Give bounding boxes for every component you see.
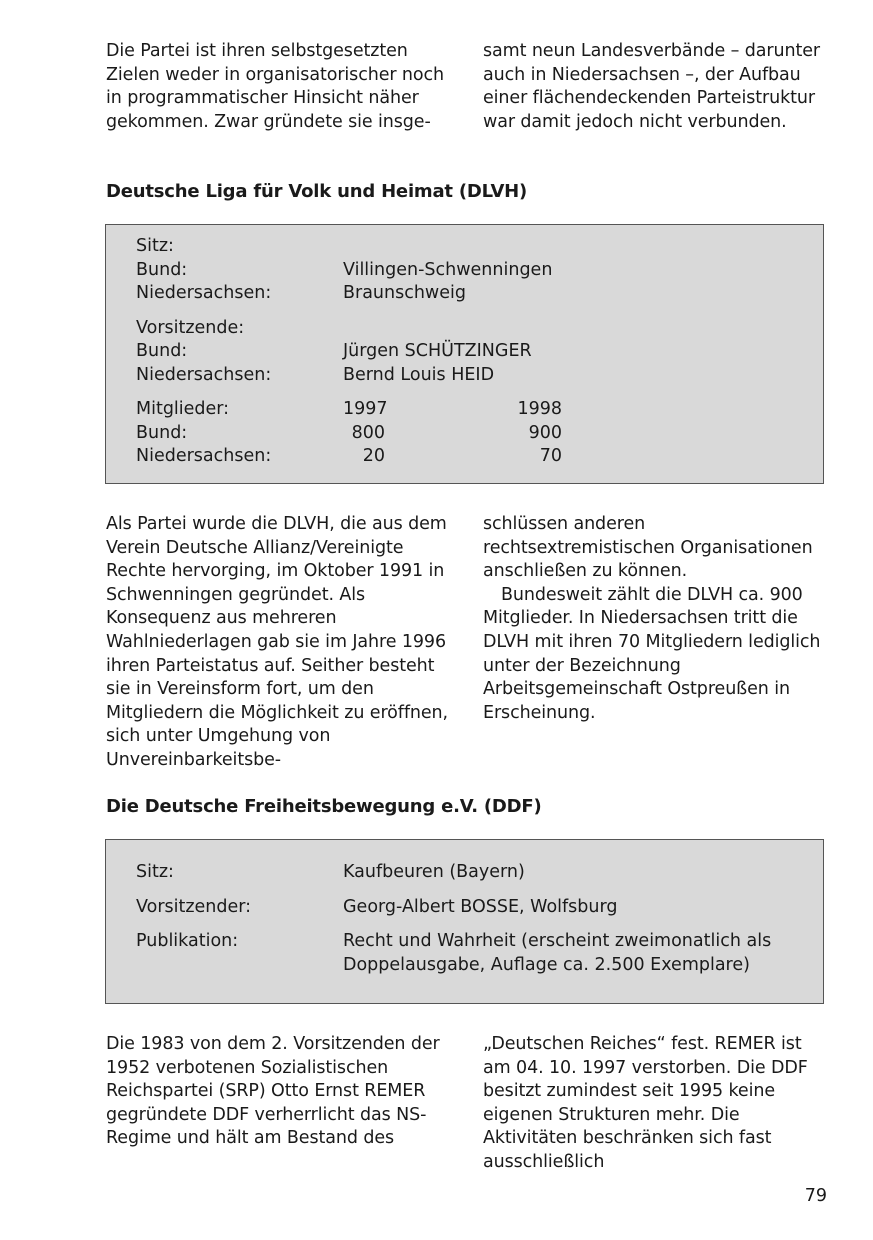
dlvh-vors-nds-value: Bernd Louis HEID xyxy=(343,364,495,385)
dlvh-vors-nds-row xyxy=(106,364,823,388)
ddf-pub-row xyxy=(106,930,823,977)
dlvh-bund-1997: 800 xyxy=(351,422,385,443)
dlvh-right-column xyxy=(483,513,826,773)
dlvh-sitz-nds-label: Niedersachsen: xyxy=(136,283,272,303)
dlvh-vors-nds-label: Niedersachsen: xyxy=(136,364,272,385)
intro-left-column xyxy=(106,40,449,134)
dlvh-vors-bund-label: Bund: xyxy=(136,341,188,361)
dlvh-vors-bund-value: Jürgen SCHÜTZINGER xyxy=(343,341,532,361)
dlvh-mitgl-nds-row xyxy=(106,445,823,469)
ddf-sitz-row xyxy=(106,861,823,885)
dlvh-heading: Deutsche Liga für Volk und Heimat (DLVH) xyxy=(106,181,528,202)
ddf-left-paragraph: Die 1983 von dem 2. Vorsitzenden der 1952 verbotenen Sozialistischen Reichspartei (SRP) Otto Ernst REMER gegründete DDF verherrlicht das NS-Regime und hält am Bestand des xyxy=(106,1034,440,1149)
dlvh-sitz-nds-value: Braunschweig xyxy=(343,283,466,303)
intro-left-paragraph: Die Partei ist ihren selbstgesetzten Zielen weder in organisatorischer noch in programmatischer Hinsicht näher gekommen. Zwar gründete sie insge- xyxy=(106,41,445,132)
dlvh-left-column xyxy=(106,513,449,773)
dlvh-left-paragraph: Als Partei wurde die DLVH, die aus dem Verein Deutsche Allianz/Vereinigte Rechte hervorging, im Oktober 1991 in Schwenningen gegründet. Als Konsequenz aus mehreren Wahlniederlagen gab sie im Jahre 1996 ihren Parteistatus auf. Seither besteht sie in Vereinsform fort, um den Mitgliedern die Möglichkeit zu eröffnen, sich unter Umgehung von Unvereinbarkeitsbe- xyxy=(106,514,449,770)
dlvh-sitz-bund-label: Bund: xyxy=(136,259,188,280)
dlvh-sitz-bund-value: Villingen-Schwenningen xyxy=(343,259,553,280)
dlvh-sitz-row xyxy=(106,235,823,259)
ddf-vors-label: Vorsitzender: xyxy=(136,896,252,917)
dlvh-info-box xyxy=(105,224,824,484)
ddf-sitz-label: Sitz: xyxy=(136,862,174,882)
ddf-right-paragraph: „Deutschen Reiches“ fest. REMER ist am 04. 10. 1997 verstorben. Die DDF besitzt zumindest seit 1995 keine eigenen Strukturen mehr. Die Aktivitäten beschränken sich fast ausschließlich xyxy=(483,1034,808,1172)
intro-right-paragraph: samt neun Landesverbände – darunter auch in Niedersachsen –, der Aufbau einer flächendeckenden Parteistruktur war damit jedoch nicht verbunden. xyxy=(483,41,820,132)
dlvh-mitgl-bund-label: Bund: xyxy=(136,422,188,443)
ddf-sitz-value: Kaufbeuren (Bayern) xyxy=(343,862,525,882)
dlvh-mitgl-label: Mitglieder: xyxy=(136,399,230,419)
dlvh-right-paragraph-2: Bundesweit zählt die DLVH ca. 900 Mitglieder. In Niedersachsen tritt die DLVH mit ihren 70 Mitgliedern lediglich unter der Bezeichnung Arbeitsgemeinschaft Ostpreußen in Erscheinung. xyxy=(483,584,821,723)
intro-right-column xyxy=(483,40,826,134)
dlvh-mitgl-header-row xyxy=(106,398,823,422)
dlvh-text xyxy=(106,513,826,773)
ddf-left-column xyxy=(106,1033,449,1175)
ddf-vors-value: Georg-Albert BOSSE, Wolfsburg xyxy=(343,896,618,917)
ddf-pub-value: Recht und Wahrheit (erscheint zweimonatlich als Doppelausgabe, Auflage ca. 2.500 Exemplare) xyxy=(343,931,772,975)
ddf-text xyxy=(106,1033,826,1175)
ddf-right-column xyxy=(483,1033,826,1175)
ddf-heading: Die Deutsche Freiheitsbewegung e.V. (DDF) xyxy=(106,796,542,817)
dlvh-mitgl-nds-label: Niedersachsen: xyxy=(136,446,272,466)
dlvh-sitz-nds-row xyxy=(106,282,823,306)
dlvh-sitz-label: Sitz: xyxy=(136,236,174,256)
dlvh-year-1998: 1998 xyxy=(517,399,562,419)
dlvh-sitz-bund-row xyxy=(106,259,823,283)
dlvh-vors-bund-row xyxy=(106,340,823,364)
dlvh-nds-1997: 20 xyxy=(362,446,385,466)
dlvh-vors-row xyxy=(106,317,823,341)
ddf-info-box xyxy=(105,839,824,1004)
ddf-vors-row xyxy=(106,896,823,920)
dlvh-year-1997: 1997 xyxy=(343,399,388,419)
dlvh-nds-1998: 70 xyxy=(539,446,562,466)
dlvh-vors-label: Vorsitzende: xyxy=(136,317,245,338)
ddf-pub-label: Publikation: xyxy=(136,931,239,951)
dlvh-mitgl-bund-row xyxy=(106,422,823,446)
intro-text xyxy=(106,40,826,134)
dlvh-bund-1998: 900 xyxy=(528,422,562,443)
dlvh-right-paragraph-1: schlüssen anderen rechtsextremistischen Organisationen anschließen zu können. xyxy=(483,514,813,582)
page-number: 79 xyxy=(804,1186,827,1206)
